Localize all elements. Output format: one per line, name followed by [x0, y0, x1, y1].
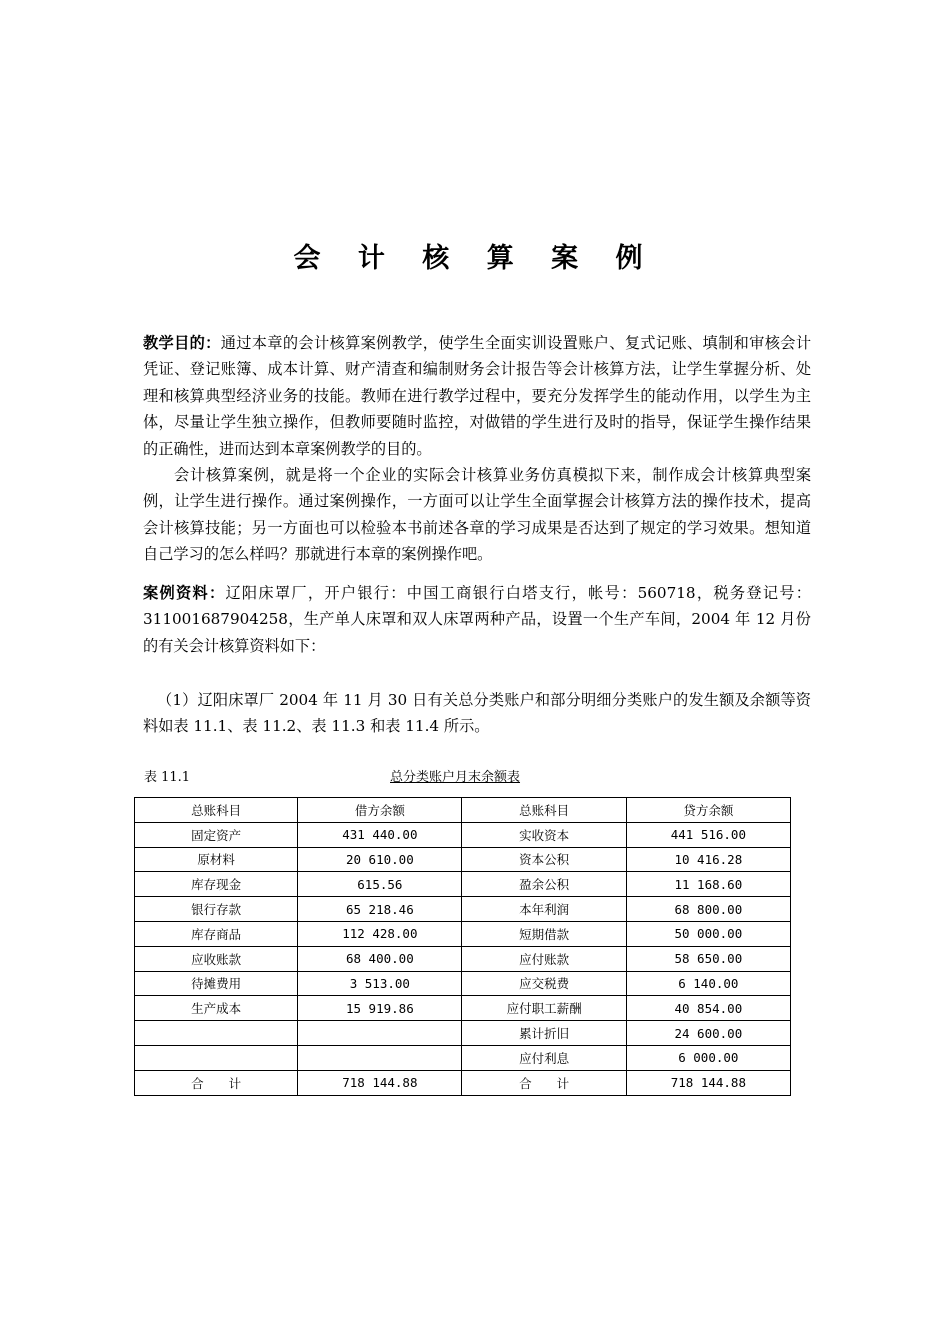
table-cell: 20 610.00 — [298, 847, 462, 872]
table-cell: 65 218.46 — [298, 897, 462, 922]
total-debit-cell: 718 144.88 — [298, 1070, 462, 1095]
table-cell: 68 800.00 — [626, 897, 790, 922]
total-label-cell: 合 计 — [135, 1070, 298, 1095]
table-cell: 112 428.00 — [298, 921, 462, 946]
table-row — [135, 996, 791, 1021]
case-data-paragraph — [143, 580, 811, 659]
header-cell: 总账科目 — [135, 798, 298, 823]
table-cell: 11 168.60 — [626, 872, 790, 897]
header-cell: 贷方余额 — [626, 798, 790, 823]
balance-table — [134, 797, 791, 1096]
table-cell: 3 513.00 — [298, 971, 462, 996]
item-1-paragraph: （1）辽阳床罩厂 2004 年 11 月 30 日有关总分类账户和部分明细分类账户的发生额及余额等资料如表 11.1、表 11.2、表 11.3 和表 11.4 所示。 — [143, 691, 811, 736]
case-data-text: 辽阳床罩厂，开户银行：中国工商银行白塔支行，帐号：560718，税务登记号：311001687904258，生产单人床罩和双人床罩两种产品，设置一个生产车间，2004 年 12 月份的有关会计核算资料如下： — [143, 584, 811, 655]
table-cell: 应付职工薪酬 — [462, 996, 626, 1021]
table-cell: 68 400.00 — [298, 946, 462, 971]
table-cell: 615.56 — [298, 872, 462, 897]
table-cell: 24 600.00 — [626, 1021, 790, 1046]
table-cell: 实收资本 — [462, 822, 626, 847]
table-header-row — [135, 798, 791, 823]
table-cell: 累计折旧 — [462, 1021, 626, 1046]
table-cell: 10 416.28 — [626, 847, 790, 872]
teaching-goal-label: 教学目的： — [143, 334, 221, 352]
table-row — [135, 847, 791, 872]
teaching-goal-text: 通过本章的会计核算案例教学，使学生全面实训设置账户、复式记账、填制和审核会计凭证、登记账簿、成本计算、财产清查和编制财务会计报告等会计核算方法，让学生掌握分析、处理和核算典型经济业务的技能。教师在进行教学过程中，要充分发挥学生的能动作用，以学生为主体，尽量让学生独立操作，但教师要随时监控，对做错的学生进行及时的指导，保证学生操作结果的正确性，进而达到本章案例教学的目的。 — [143, 334, 812, 458]
intro-paragraph: 会计核算案例，就是将一个企业的实际会计核算业务仿真模拟下来，制作成会计核算典型案例，让学生进行操作。通过案例操作，一方面可以让学生全面掌握会计核算方法的操作技术，提高会计核算技能；另一方面也可以检验本书前述各章的学习成果是否达到了规定的学习效果。想知道自己学习的怎么样吗？那就进行本章的案例操作吧。 — [143, 466, 811, 564]
table-cell: 6 000.00 — [626, 1045, 790, 1070]
table-cell: 应付账款 — [462, 946, 626, 971]
table-cell — [135, 1045, 298, 1070]
table-cell: 生产成本 — [135, 996, 298, 1021]
table-cell: 本年利润 — [462, 897, 626, 922]
table-cell: 固定资产 — [135, 822, 298, 847]
table-cell: 短期借款 — [462, 921, 626, 946]
table-cell: 应交税费 — [462, 971, 626, 996]
table-row — [135, 946, 791, 971]
table-cell: 库存商品 — [135, 921, 298, 946]
total-label-cell: 合 计 — [462, 1070, 626, 1095]
table-cell: 待摊费用 — [135, 971, 298, 996]
page-title: 会 计 核 算 案 例 — [293, 243, 657, 274]
table-row — [135, 822, 791, 847]
header-cell: 借方余额 — [298, 798, 462, 823]
table-cell — [298, 1045, 462, 1070]
header-cell: 总账科目 — [462, 798, 626, 823]
table-label: 表 11.1 — [144, 770, 191, 785]
table-cell: 40 854.00 — [626, 996, 790, 1021]
table-cell: 50 000.00 — [626, 921, 790, 946]
table-title: 总分类账户月末余额表 — [390, 770, 521, 785]
table-cell: 431 440.00 — [298, 822, 462, 847]
table-row — [135, 971, 791, 996]
teaching-goal-paragraph — [143, 330, 811, 462]
table-row — [135, 1045, 791, 1070]
table-cell — [135, 1021, 298, 1046]
case-data-label: 案例资料： — [143, 584, 226, 602]
table-cell — [298, 1021, 462, 1046]
table-cell: 盈余公积 — [462, 872, 626, 897]
table-row — [135, 897, 791, 922]
table-cell: 应付利息 — [462, 1045, 626, 1070]
table-row — [135, 921, 791, 946]
table-row — [135, 1021, 791, 1046]
table-cell: 15 919.86 — [298, 996, 462, 1021]
table-cell: 银行存款 — [135, 897, 298, 922]
total-credit-cell: 718 144.88 — [626, 1070, 790, 1095]
table-cell: 原材料 — [135, 847, 298, 872]
table-cell: 441 516.00 — [626, 822, 790, 847]
table-cell: 库存现金 — [135, 872, 298, 897]
table-total-row — [135, 1070, 791, 1095]
table-cell: 应收账款 — [135, 946, 298, 971]
table-cell: 6 140.00 — [626, 971, 790, 996]
table-row — [135, 872, 791, 897]
table-cell: 58 650.00 — [626, 946, 790, 971]
table-cell: 资本公积 — [462, 847, 626, 872]
